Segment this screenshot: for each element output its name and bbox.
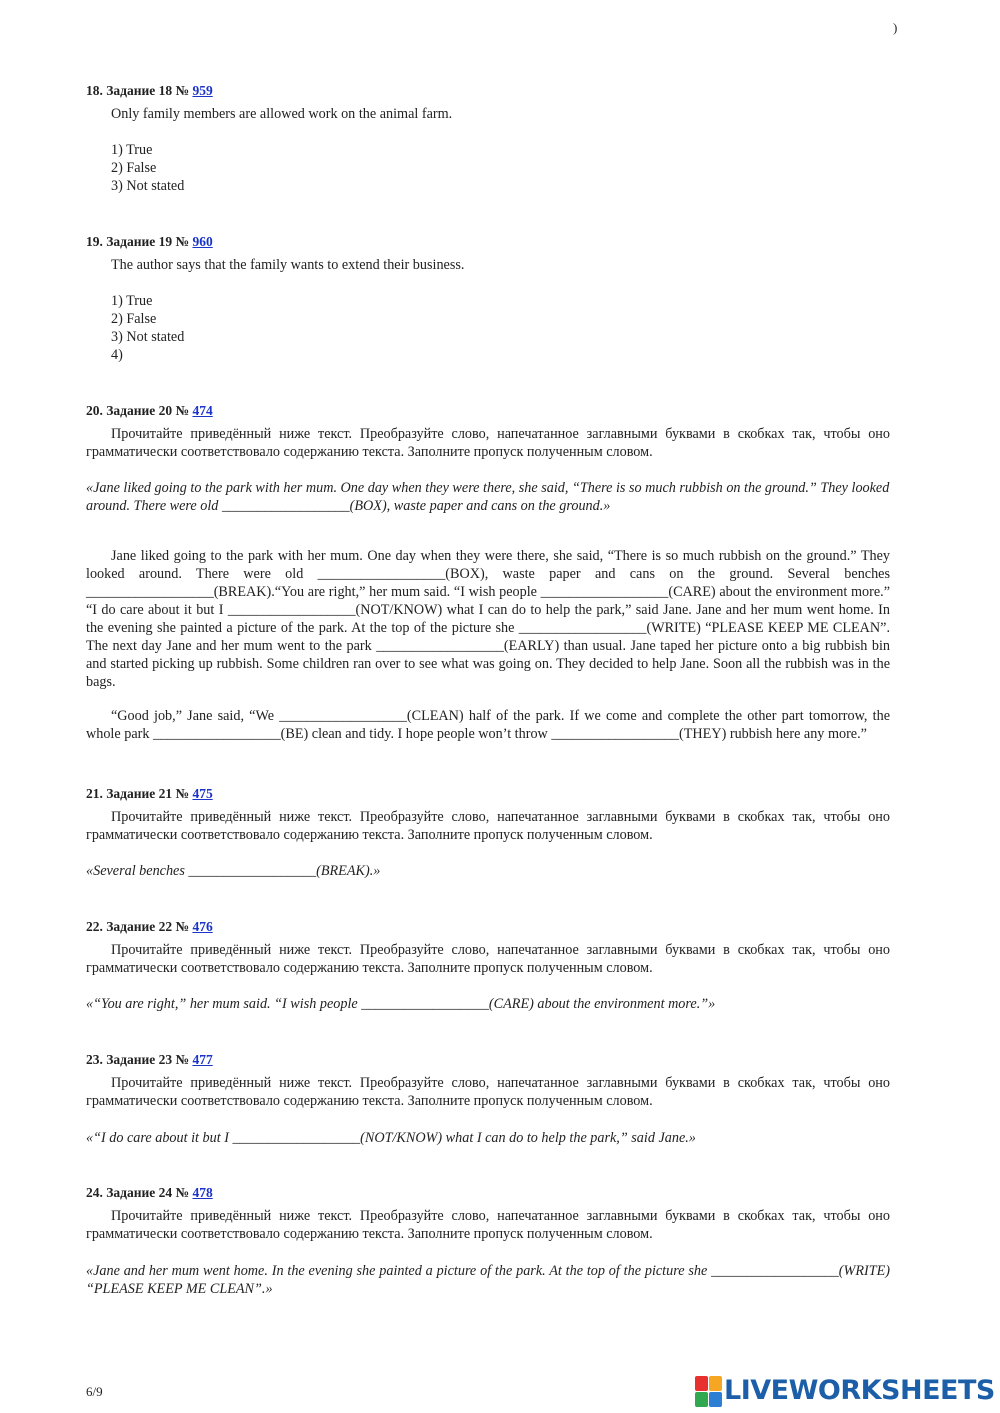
task-19-link[interactable]: 960 [192, 234, 213, 249]
task-20-story-paragraph-2: “Good job,” Jane said, “We __________________(CLEAN) half of the park. If we come and complete the other part tomorrow, the whole park __________________(BE) clean and tidy. I hope people won’t throw __________________(THEY) rubbish here any more.” [86, 708, 890, 742]
task-19-heading [86, 233, 213, 251]
task-18-option-2[interactable]: 2) False [111, 160, 157, 176]
task-18-link[interactable]: 959 [192, 83, 213, 98]
liveworksheets-logo-text: LIVEWORKSHEETS [724, 1375, 995, 1406]
task-23-heading [86, 1051, 213, 1069]
task-19-option-4[interactable]: 4) [111, 347, 123, 363]
task-24-number: 24. Задание 24 № [86, 1185, 193, 1200]
task-23-number: 23. Задание 23 № [86, 1052, 193, 1067]
task-18-option-3[interactable]: 3) Not stated [111, 178, 185, 194]
task-20-story-paragraph-1: Jane liked going to the park with her mum. One day when they were there, she said, “There is so much rubbish on the ground.” They looked around. There were old __________________(BOX), waste paper and cans on the ground. Several benches __________________(BREAK).“You are right,” her mum said. “I wish people __________________(CARE) about the environment more.” “I do care about it but I __________________(NOT/KNOW) what I can do to help the park,” said Jane. Jane and her mum went home. In the evening she painted a picture of the park. At the top of the picture she __________________(WRITE) “PLEASE KEEP ME CLEAN”. The next day Jane and her mum went to the park __________________(EARLY) than usual. Jane taped her picture onto a big rubbish bin and started picking up rubbish. Some children ran over to see what was going on. They decided to help Jane. Soon all the rubbish was in the bags. [86, 548, 890, 690]
logo-tile-blue [709, 1392, 722, 1407]
logo-tile-orange [709, 1376, 722, 1391]
logo-tile-green [695, 1392, 708, 1407]
task-20-instruction: Прочитайте приведённый ниже текст. Преобразуйте слово, напечатанное заглавными буквами в скобках так, чтобы оно грамматически соответствовало содержанию текста. Заполните пропуск полученным словом. [86, 426, 890, 460]
task-20-number: 20. Задание 20 № [86, 403, 193, 418]
task-24-quote: «Jane and her mum went home. In the evening she painted a picture of the park. At the top of the picture she __________________(WRITE) “PLEASE KEEP ME CLEAN”.» [86, 1263, 890, 1297]
task-24-heading [86, 1184, 213, 1202]
task-18-statement: Only family members are allowed work on the animal farm. [111, 106, 453, 122]
task-20-link[interactable]: 474 [192, 403, 213, 418]
task-22-heading [86, 918, 213, 936]
task-18-number: 18. Задание 18 № [86, 83, 193, 98]
corner-mark: ) [893, 20, 898, 35]
task-21-link[interactable]: 475 [192, 786, 213, 801]
logo-tile-red [695, 1376, 708, 1391]
task-22-instruction: Прочитайте приведённый ниже текст. Преобразуйте слово, напечатанное заглавными буквами в скобках так, чтобы оно грамматически соответствовало содержанию текста. Заполните пропуск полученным словом. [86, 942, 890, 976]
task-19-number: 19. Задание 19 № [86, 234, 193, 249]
task-21-quote: «Several benches __________________(BREAK).» [86, 863, 381, 879]
task-19-option-3[interactable]: 3) Not stated [111, 329, 185, 345]
task-22-link[interactable]: 476 [192, 919, 213, 934]
page-number: 6/9 [86, 1384, 103, 1399]
liveworksheets-logo-icon [695, 1376, 721, 1406]
task-18-heading [86, 82, 213, 100]
task-20-quote: «Jane liked going to the park with her mum. One day when they were there, she said, “There is so much rubbish on the ground.” They looked around. There were old __________________(BOX), waste paper and cans on the ground.» [86, 480, 890, 514]
task-24-instruction: Прочитайте приведённый ниже текст. Преобразуйте слово, напечатанное заглавными буквами в скобках так, чтобы оно грамматически соответствовало содержанию текста. Заполните пропуск полученным словом. [86, 1208, 890, 1242]
task-19-option-2[interactable]: 2) False [111, 311, 157, 327]
task-19-statement: The author says that the family wants to extend their business. [111, 257, 465, 273]
task-23-link[interactable]: 477 [192, 1052, 213, 1067]
task-19-option-1[interactable]: 1) True [111, 293, 153, 309]
task-18-option-1[interactable]: 1) True [111, 142, 153, 158]
task-21-heading [86, 785, 213, 803]
task-22-quote: «“You are right,” her mum said. “I wish people __________________(CARE) about the environment more.”» [86, 996, 716, 1012]
task-23-instruction: Прочитайте приведённый ниже текст. Преобразуйте слово, напечатанное заглавными буквами в скобках так, чтобы оно грамматически соответствовало содержанию текста. Заполните пропуск полученным словом. [86, 1075, 890, 1109]
task-20-heading [86, 402, 213, 420]
task-23-quote: «“I do care about it but I __________________(NOT/KNOW) what I can do to help the park,” said Jane.» [86, 1130, 696, 1146]
task-21-instruction: Прочитайте приведённый ниже текст. Преобразуйте слово, напечатанное заглавными буквами в скобках так, чтобы оно грамматически соответствовало содержанию текста. Заполните пропуск полученным словом. [86, 809, 890, 843]
task-22-number: 22. Задание 22 № [86, 919, 193, 934]
task-24-link[interactable]: 478 [192, 1185, 213, 1200]
task-21-number: 21. Задание 21 № [86, 786, 193, 801]
liveworksheets-logo [695, 1374, 995, 1408]
